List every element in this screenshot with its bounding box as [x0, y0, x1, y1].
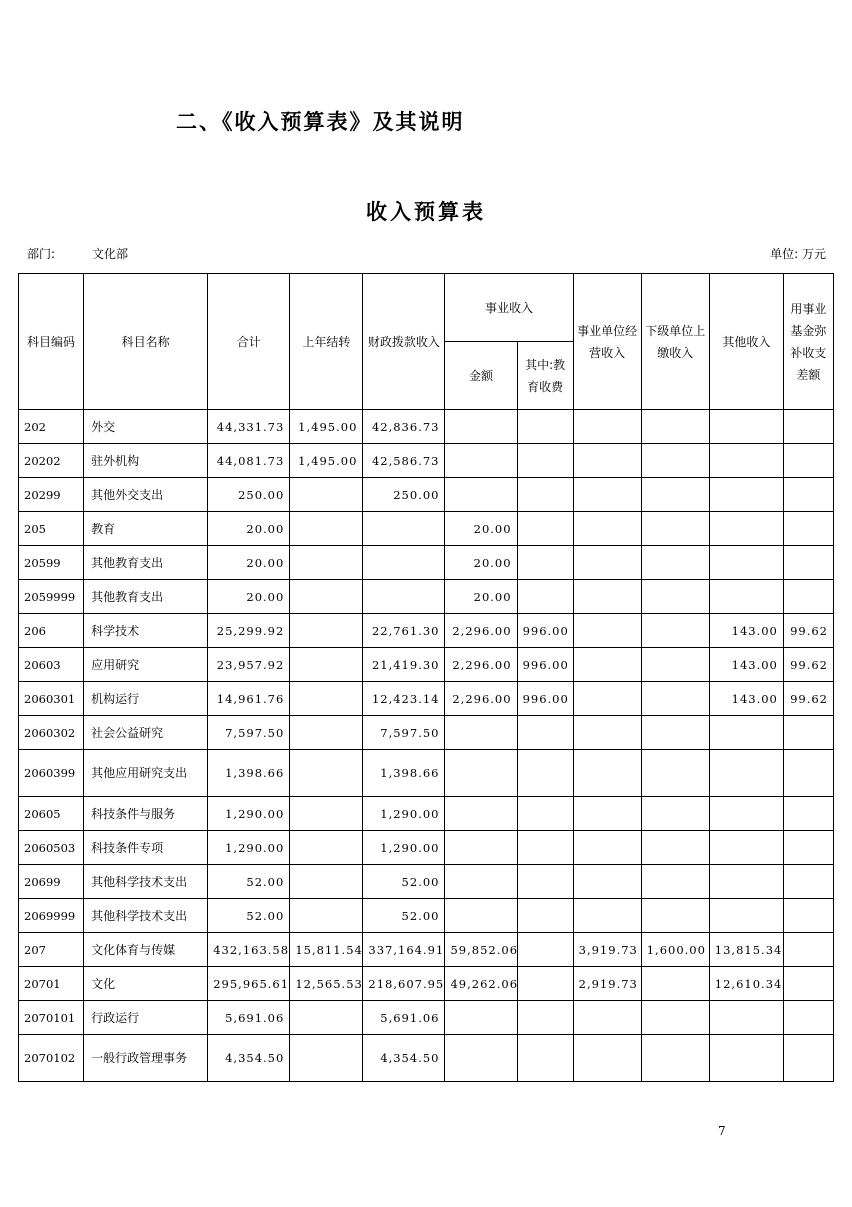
- cell-fund: 99.62: [783, 614, 833, 648]
- cell-biz-amount: 2,296.00: [445, 648, 517, 682]
- cell-total: 20.00: [208, 512, 290, 546]
- cell-other: [709, 444, 783, 478]
- cell-name: 文化体育与传媒: [84, 933, 208, 967]
- cell-fiscal: [363, 546, 445, 580]
- cell-total: 14,961.76: [208, 682, 290, 716]
- cell-total: 1,290.00: [208, 797, 290, 831]
- header-fund: 用事业基金弥补收支差额: [783, 274, 833, 410]
- cell-biz-edu: [517, 478, 573, 512]
- cell-total: 250.00: [208, 478, 290, 512]
- cell-biz-edu: [517, 580, 573, 614]
- cell-fiscal: 1,290.00: [363, 831, 445, 865]
- cell-carryover: [290, 899, 363, 933]
- cell-fund: [783, 750, 833, 797]
- cell-fiscal: 22,761.30: [363, 614, 445, 648]
- cell-subordinate: [641, 682, 709, 716]
- table-row: [19, 512, 834, 546]
- cell-name: 科技条件与服务: [84, 797, 208, 831]
- table-row: [19, 716, 834, 750]
- cell-biz-amount: 2,296.00: [445, 614, 517, 648]
- cell-fiscal: 12,423.14: [363, 682, 445, 716]
- cell-fiscal: 52.00: [363, 865, 445, 899]
- cell-subordinate: [641, 831, 709, 865]
- cell-fund: [783, 1001, 833, 1035]
- cell-fund: 99.62: [783, 682, 833, 716]
- cell-operating: [573, 899, 641, 933]
- section-title: 二、《收入预算表》及其说明: [176, 110, 465, 134]
- cell-fiscal: 1,290.00: [363, 797, 445, 831]
- cell-name: 驻外机构: [84, 444, 208, 478]
- cell-code: 20701: [19, 967, 84, 1001]
- cell-code: 2060399: [19, 750, 84, 797]
- cell-biz-amount: [445, 410, 517, 444]
- cell-total: 23,957.92: [208, 648, 290, 682]
- cell-biz-edu: [517, 750, 573, 797]
- table-title: 收入预算表: [366, 200, 486, 224]
- cell-carryover: 1,495.00: [290, 410, 363, 444]
- cell-carryover: [290, 1001, 363, 1035]
- cell-fund: [783, 716, 833, 750]
- cell-fiscal: 42,836.73: [363, 410, 445, 444]
- cell-code: 20605: [19, 797, 84, 831]
- cell-subordinate: [641, 899, 709, 933]
- cell-subordinate: [641, 512, 709, 546]
- table-row: [19, 899, 834, 933]
- cell-biz-edu: [517, 1035, 573, 1082]
- cell-biz-amount: 20.00: [445, 580, 517, 614]
- cell-other: 13,815.34: [709, 933, 783, 967]
- cell-total: 44,081.73: [208, 444, 290, 478]
- cell-code: 2070102: [19, 1035, 84, 1082]
- cell-total: 1,398.66: [208, 750, 290, 797]
- cell-operating: [573, 1035, 641, 1082]
- table-row: [19, 1035, 834, 1082]
- cell-biz-amount: [445, 1001, 517, 1035]
- cell-total: 20.00: [208, 580, 290, 614]
- cell-operating: 3,919.73: [573, 933, 641, 967]
- cell-biz-amount: [445, 1035, 517, 1082]
- cell-subordinate: [641, 614, 709, 648]
- cell-fund: [783, 410, 833, 444]
- cell-name: 教育: [84, 512, 208, 546]
- cell-operating: [573, 865, 641, 899]
- cell-carryover: 15,811.54: [290, 933, 363, 967]
- table-row: [19, 614, 834, 648]
- cell-biz-edu: 996.00: [517, 648, 573, 682]
- cell-operating: [573, 478, 641, 512]
- cell-fund: [783, 933, 833, 967]
- cell-name: 行政运行: [84, 1001, 208, 1035]
- cell-code: 205: [19, 512, 84, 546]
- cell-other: [709, 831, 783, 865]
- cell-carryover: [290, 750, 363, 797]
- income-budget-table: [18, 273, 834, 1082]
- cell-biz-amount: 20.00: [445, 512, 517, 546]
- cell-other: [709, 580, 783, 614]
- cell-fund: 99.62: [783, 648, 833, 682]
- cell-total: 20.00: [208, 546, 290, 580]
- cell-other: 143.00: [709, 614, 783, 648]
- cell-biz-amount: [445, 716, 517, 750]
- cell-fiscal: 218,607.95: [363, 967, 445, 1001]
- cell-carryover: [290, 648, 363, 682]
- cell-biz-amount: [445, 444, 517, 478]
- cell-biz-amount: 20.00: [445, 546, 517, 580]
- cell-other: [709, 546, 783, 580]
- cell-biz-edu: [517, 865, 573, 899]
- cell-total: 7,597.50: [208, 716, 290, 750]
- cell-fund: [783, 797, 833, 831]
- cell-operating: [573, 512, 641, 546]
- cell-total: 1,290.00: [208, 831, 290, 865]
- cell-code: 2060302: [19, 716, 84, 750]
- cell-operating: [573, 580, 641, 614]
- cell-fiscal: 7,597.50: [363, 716, 445, 750]
- cell-total: 44,331.73: [208, 410, 290, 444]
- cell-subordinate: [641, 648, 709, 682]
- cell-biz-edu: 996.00: [517, 614, 573, 648]
- header-business-edu: 其中:教育收费: [517, 342, 573, 410]
- cell-carryover: [290, 512, 363, 546]
- cell-code: 20599: [19, 546, 84, 580]
- cell-biz-amount: [445, 750, 517, 797]
- cell-biz-amount: [445, 899, 517, 933]
- cell-other: [709, 865, 783, 899]
- table-row: [19, 682, 834, 716]
- cell-biz-edu: [517, 512, 573, 546]
- cell-name: 其他教育支出: [84, 580, 208, 614]
- cell-code: 20299: [19, 478, 84, 512]
- cell-operating: [573, 1001, 641, 1035]
- cell-carryover: [290, 614, 363, 648]
- cell-name: 其他外交支出: [84, 478, 208, 512]
- cell-fund: [783, 967, 833, 1001]
- cell-other: [709, 512, 783, 546]
- cell-fiscal: 52.00: [363, 899, 445, 933]
- cell-subordinate: [641, 1001, 709, 1035]
- cell-fiscal: [363, 512, 445, 546]
- cell-other: [709, 478, 783, 512]
- cell-code: 2059999: [19, 580, 84, 614]
- cell-subordinate: 1,600.00: [641, 933, 709, 967]
- cell-other: 143.00: [709, 682, 783, 716]
- cell-biz-edu: [517, 967, 573, 1001]
- header-total: 合计: [208, 274, 290, 410]
- cell-name: 科技条件专项: [84, 831, 208, 865]
- header-fiscal: 财政拨款收入: [363, 274, 445, 410]
- cell-carryover: 1,495.00: [290, 444, 363, 478]
- cell-biz-edu: [517, 546, 573, 580]
- cell-subordinate: [641, 546, 709, 580]
- cell-fiscal: 21,419.30: [363, 648, 445, 682]
- cell-subordinate: [641, 967, 709, 1001]
- cell-biz-amount: [445, 865, 517, 899]
- cell-total: 25,299.92: [208, 614, 290, 648]
- cell-other: [709, 750, 783, 797]
- cell-name: 文化: [84, 967, 208, 1001]
- department-label: 部门:: [27, 247, 56, 261]
- cell-biz-edu: [517, 933, 573, 967]
- cell-other: [709, 899, 783, 933]
- cell-operating: 2,919.73: [573, 967, 641, 1001]
- cell-name: 外交: [84, 410, 208, 444]
- cell-name: 应用研究: [84, 648, 208, 682]
- cell-biz-edu: [517, 899, 573, 933]
- cell-fund: [783, 580, 833, 614]
- cell-code: 206: [19, 614, 84, 648]
- header-subordinate: 下级单位上缴收入: [641, 274, 709, 410]
- header-other: 其他收入: [709, 274, 783, 410]
- table-row: [19, 797, 834, 831]
- cell-carryover: [290, 580, 363, 614]
- cell-operating: [573, 797, 641, 831]
- cell-name: 机构运行: [84, 682, 208, 716]
- cell-code: 2060503: [19, 831, 84, 865]
- cell-total: 295,965.61: [208, 967, 290, 1001]
- cell-fund: [783, 1035, 833, 1082]
- cell-operating: [573, 682, 641, 716]
- cell-name: 其他科学技术支出: [84, 865, 208, 899]
- cell-code: 20202: [19, 444, 84, 478]
- cell-fiscal: 1,398.66: [363, 750, 445, 797]
- cell-subordinate: [641, 410, 709, 444]
- cell-operating: [573, 444, 641, 478]
- cell-subordinate: [641, 1035, 709, 1082]
- cell-code: 20603: [19, 648, 84, 682]
- cell-operating: [573, 648, 641, 682]
- header-business-amount: 金额: [445, 342, 517, 410]
- cell-carryover: [290, 831, 363, 865]
- cell-total: 432,163.58: [208, 933, 290, 967]
- cell-biz-edu: [517, 444, 573, 478]
- header-operating: 事业单位经营收入: [573, 274, 641, 410]
- cell-fund: [783, 478, 833, 512]
- cell-subordinate: [641, 580, 709, 614]
- cell-operating: [573, 831, 641, 865]
- cell-carryover: 12,565.53: [290, 967, 363, 1001]
- cell-operating: [573, 614, 641, 648]
- cell-carryover: [290, 865, 363, 899]
- cell-total: 52.00: [208, 899, 290, 933]
- table-row: [19, 831, 834, 865]
- cell-code: 2060301: [19, 682, 84, 716]
- cell-operating: [573, 716, 641, 750]
- cell-fiscal: [363, 580, 445, 614]
- cell-biz-edu: [517, 410, 573, 444]
- cell-other: [709, 410, 783, 444]
- cell-fund: [783, 899, 833, 933]
- cell-biz-edu: [517, 716, 573, 750]
- header-business: 事业收入: [445, 274, 573, 342]
- cell-carryover: [290, 1035, 363, 1082]
- cell-name: 科学技术: [84, 614, 208, 648]
- cell-biz-edu: [517, 797, 573, 831]
- cell-fiscal: 42,586.73: [363, 444, 445, 478]
- cell-carryover: [290, 716, 363, 750]
- table-row: [19, 444, 834, 478]
- cell-fiscal: 4,354.50: [363, 1035, 445, 1082]
- cell-subordinate: [641, 478, 709, 512]
- table-row: [19, 648, 834, 682]
- cell-biz-amount: [445, 831, 517, 865]
- cell-code: 20699: [19, 865, 84, 899]
- cell-operating: [573, 546, 641, 580]
- cell-operating: [573, 750, 641, 797]
- cell-subordinate: [641, 797, 709, 831]
- cell-biz-edu: [517, 831, 573, 865]
- cell-subordinate: [641, 865, 709, 899]
- cell-biz-amount: 2,296.00: [445, 682, 517, 716]
- cell-code: 2070101: [19, 1001, 84, 1035]
- cell-subordinate: [641, 716, 709, 750]
- cell-other: [709, 716, 783, 750]
- cell-other: [709, 797, 783, 831]
- cell-biz-edu: 996.00: [517, 682, 573, 716]
- cell-biz-amount: [445, 478, 517, 512]
- cell-name: 一般行政管理事务: [84, 1035, 208, 1082]
- table-row: [19, 546, 834, 580]
- cell-fiscal: 250.00: [363, 478, 445, 512]
- cell-code: 202: [19, 410, 84, 444]
- header-carryover: 上年结转: [290, 274, 363, 410]
- cell-carryover: [290, 682, 363, 716]
- cell-biz-amount: 59,852.06: [445, 933, 517, 967]
- header-code: 科目编码: [19, 274, 84, 410]
- table-row: [19, 1001, 834, 1035]
- cell-total: 4,354.50: [208, 1035, 290, 1082]
- header-name: 科目名称: [84, 274, 208, 410]
- cell-subordinate: [641, 444, 709, 478]
- table-row: [19, 865, 834, 899]
- cell-other: [709, 1001, 783, 1035]
- cell-name: 社会公益研究: [84, 716, 208, 750]
- table-row: [19, 967, 834, 1001]
- cell-name: 其他教育支出: [84, 546, 208, 580]
- cell-name: 其他应用研究支出: [84, 750, 208, 797]
- cell-operating: [573, 410, 641, 444]
- cell-carryover: [290, 546, 363, 580]
- cell-other: 12,610.34: [709, 967, 783, 1001]
- table-row: [19, 750, 834, 797]
- cell-carryover: [290, 478, 363, 512]
- cell-fund: [783, 865, 833, 899]
- table-row: [19, 478, 834, 512]
- table-row: [19, 580, 834, 614]
- table-row: [19, 410, 834, 444]
- cell-fund: [783, 546, 833, 580]
- cell-fund: [783, 512, 833, 546]
- unit-label: 单位: 万元: [770, 247, 826, 261]
- department-value: 文化部: [92, 247, 129, 261]
- cell-fund: [783, 831, 833, 865]
- cell-biz-edu: [517, 1001, 573, 1035]
- cell-biz-amount: 49,262.06: [445, 967, 517, 1001]
- cell-total: 52.00: [208, 865, 290, 899]
- cell-other: 143.00: [709, 648, 783, 682]
- cell-code: 207: [19, 933, 84, 967]
- cell-fund: [783, 444, 833, 478]
- cell-code: 2069999: [19, 899, 84, 933]
- page-number: 7: [718, 1124, 726, 1138]
- table-row: [19, 933, 834, 967]
- cell-subordinate: [641, 750, 709, 797]
- cell-carryover: [290, 797, 363, 831]
- cell-total: 5,691.06: [208, 1001, 290, 1035]
- cell-biz-amount: [445, 797, 517, 831]
- cell-name: 其他科学技术支出: [84, 899, 208, 933]
- cell-other: [709, 1035, 783, 1082]
- cell-fiscal: 337,164.91: [363, 933, 445, 967]
- cell-fiscal: 5,691.06: [363, 1001, 445, 1035]
